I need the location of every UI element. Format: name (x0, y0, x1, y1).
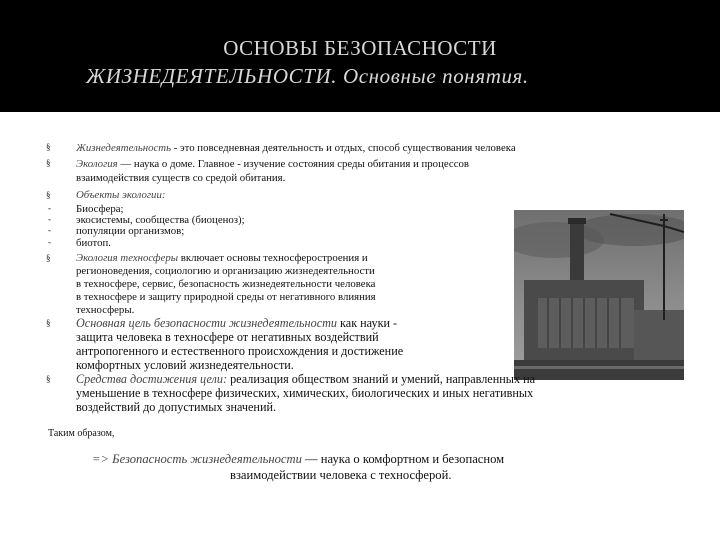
bullet-icon: § (46, 190, 51, 200)
conclusion-line-1 (92, 452, 504, 467)
technosphere-line: в техносфере и защиту природной среды от негативного влияния (76, 291, 376, 303)
item-main-goal (76, 317, 397, 329)
ecology-object-item: Биосфера; (76, 203, 124, 215)
term-ecology: Экология (76, 158, 118, 170)
bullet-icon: § (46, 318, 51, 328)
conclusion-text-2: взаимодействии человека с техносферой. (230, 468, 452, 482)
bullet-icon: § (46, 142, 51, 152)
main-goal-line: комфортных условий жизнедеятельности. (76, 358, 294, 372)
bullet-icon: § (46, 253, 51, 263)
item-ecology (76, 158, 469, 170)
technosphere-line: в техносфере, сервис, безопасность жизнедеятельности человека (76, 278, 376, 290)
technosphere-line: включает основы техносферостроения и (180, 252, 368, 264)
definition-ecology-line-2: взаимодействия существ со средой обитания. (76, 172, 286, 184)
main-goal-line: как науки - (340, 316, 398, 330)
bullet-icon: § (46, 374, 51, 384)
slide-title-line-1: ОСНОВЫ БЕЗОПАСНОСТИ (223, 36, 497, 60)
dash-bullet-icon: - (48, 237, 51, 247)
technosphere-line: техносферы. (76, 304, 135, 316)
term-ecology-objects: Объекты экологии: (76, 189, 166, 201)
dash-bullet-icon: - (48, 214, 51, 224)
means-line: воздействий до допустимых значений. (76, 400, 277, 414)
term-means: Средства достижения цели: (76, 372, 228, 386)
slide-title-line-2: ЖИЗНЕДЕЯТЕЛЬНОСТИ. Основные понятия. (86, 64, 529, 88)
term-life-activity: Жизнедеятельность (76, 142, 171, 154)
conclusion-label: Таким образом, (48, 428, 115, 439)
term-technosphere-ecology: Экология техносферы (76, 252, 179, 264)
ecology-object-item: биотоп. (76, 237, 111, 249)
definition-ecology-line-1: — наука о доме. Главное - изучение состояния среды обитания и процессов (120, 158, 470, 170)
means-line: уменьшение в техносфере физических, химических, биологических и иных негативных (76, 386, 534, 400)
main-goal-line: антропогенного и естественного происхождения и достижение (76, 344, 404, 358)
ecology-object-item: экосистемы, сообщества (биоценоз); (76, 214, 245, 226)
item-means (76, 373, 535, 385)
definition-life-activity: - это повседневная деятельность и отдых, способ существования человека (173, 142, 516, 154)
means-line: реализация обществом знаний и умений, направленных на (230, 372, 536, 386)
main-goal-line: защита человека в техносфере от негативных воздействий (76, 330, 379, 344)
ecology-object-item: популяции организмов; (76, 225, 185, 237)
conclusion-term: => Безопасность жизнедеятельности (92, 452, 302, 466)
dash-bullet-icon: - (48, 225, 51, 235)
item-life-activity (76, 142, 516, 154)
conclusion-text-1: — наука о комфортном и безопасном (305, 452, 505, 466)
item-technosphere-ecology (76, 252, 368, 264)
technosphere-line: регионоведения, социологию и организацию жизнедеятельности (76, 265, 375, 277)
bullet-icon: § (46, 158, 51, 168)
dash-bullet-icon: - (48, 203, 51, 213)
term-main-goal: Основная цель безопасности жизнедеятельности (76, 316, 337, 330)
